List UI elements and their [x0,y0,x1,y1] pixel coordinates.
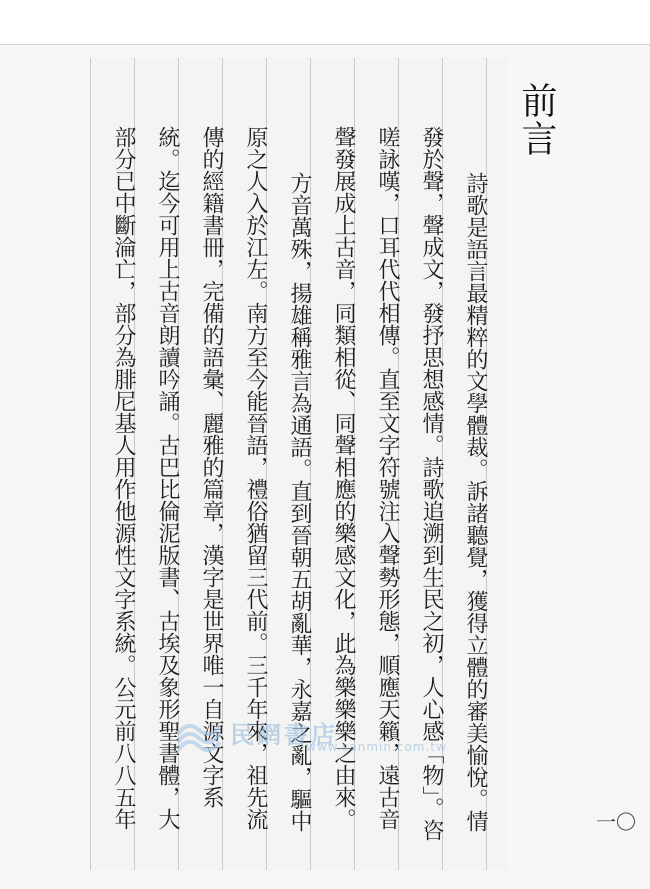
text-column-6: 原之人入於江左。南方至今能晉語，禮俗猶留三代前。三千年來，祖先流 [243,126,268,830]
text-column-1: 詩歌是語言最精粹的文學體裁。訴諸聽覺，獲得立體的審美愉悅。情 [463,172,488,832]
wave-logo-icon [176,712,222,752]
text-column-9: 部分已中斷淪亡，部分為腓尼基人用作他源性文字系統。公元前八八五年 [111,126,136,830]
watermark-text: 民網書店 [230,720,338,749]
page-top-margin [0,0,650,45]
text-column-4: 聲發展成上古音，同類相從、同聲相應的樂感文化，此為樂樂樂之由來。 [331,126,356,830]
column-rule [90,58,91,870]
text-column-2: 發於聲，聲成文，發抒思想感情。詩歌追溯到生民之初，人心感「物」。咨 [419,126,444,841]
text-column-3: 嗟詠嘆，口耳代代相傳。直至文字符號注入聲勢形態，順應天籟，遠古音 [375,126,400,830]
page-number: 一〇 [596,810,636,834]
watermark [176,712,447,754]
text-column-5: 方音萬殊，揚雄稱雅言為通語。直到晉朝五胡亂華，永嘉之亂，驅中 [287,172,312,832]
text-column-8: 統。迄今可用上古音朗讀吟誦。古巴比倫泥版書、古埃及象形聖書體，大 [155,126,180,830]
watermark-url: www.sanmin.com.tw [306,740,447,754]
text-column-7: 傳的經籍書冊，完備的語彙、麗雅的篇章，漢字是世界唯一自源文字系 [199,126,224,808]
page-title: 前言 [516,82,557,158]
